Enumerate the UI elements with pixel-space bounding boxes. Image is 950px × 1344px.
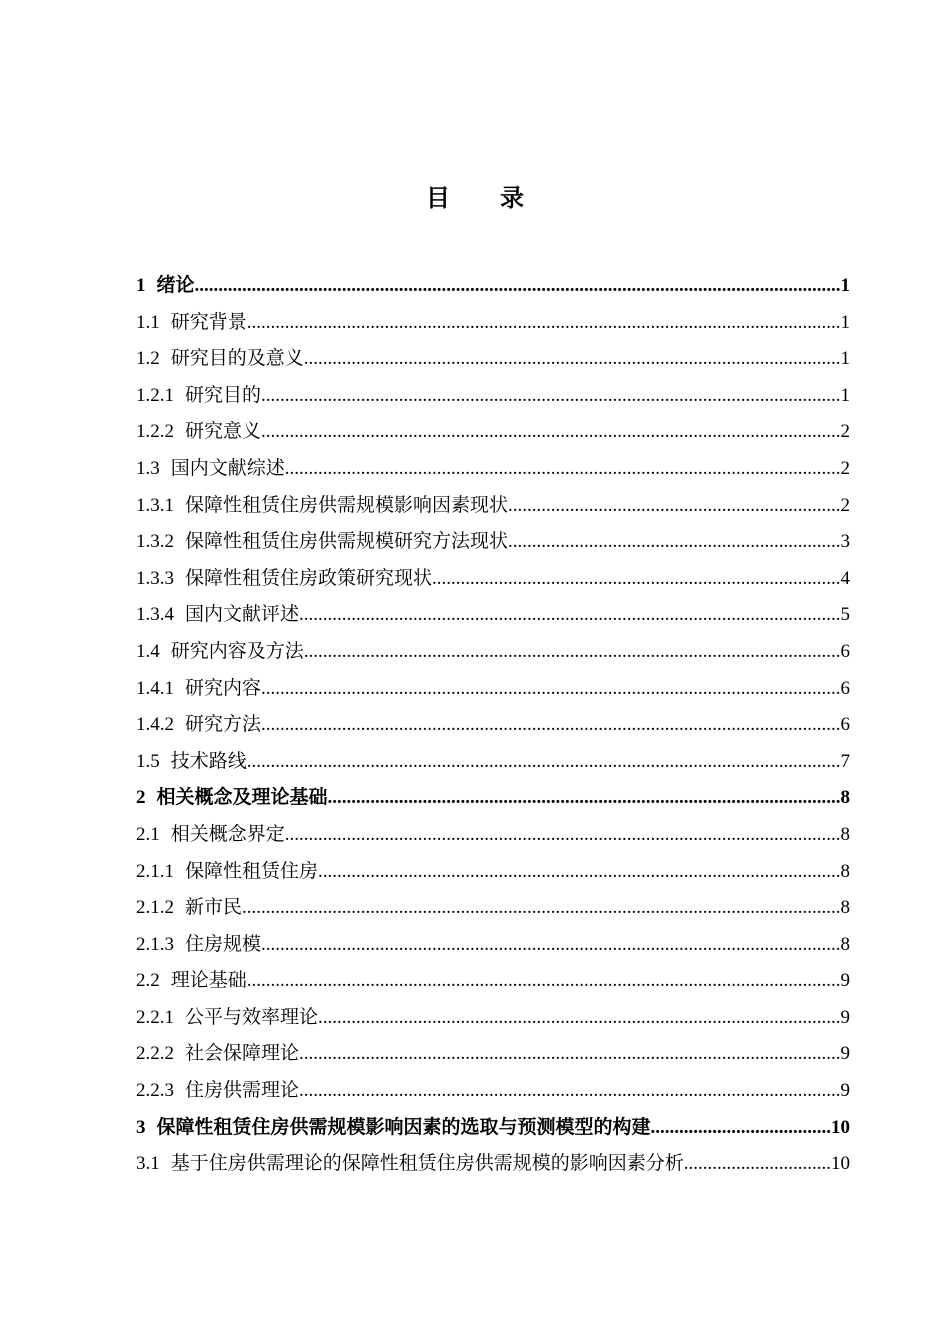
toc-entry-title: 相关概念及理论基础 xyxy=(156,787,328,809)
table-of-contents xyxy=(136,268,850,1183)
toc-leader-dots xyxy=(285,817,841,854)
toc-entry-number: 1.3 xyxy=(136,457,160,479)
toc-entry-page-number: 10 xyxy=(831,1153,850,1175)
toc-entry[interactable] xyxy=(136,963,850,1000)
toc-entry-number: 1.2.1 xyxy=(136,384,174,406)
toc-entry-page-number: 7 xyxy=(840,750,850,772)
toc-entry-page-number: 6 xyxy=(840,714,850,736)
toc-entry-number: 2.2 xyxy=(136,970,160,992)
toc-entry-title: 新市民 xyxy=(185,897,243,919)
toc-entry-number: 2.1.1 xyxy=(136,860,174,882)
toc-leader-dots xyxy=(299,597,840,634)
toc-entry-page-number: 2 xyxy=(840,421,850,443)
toc-entry-title: 绪论 xyxy=(156,275,195,296)
toc-entry-page-number: 9 xyxy=(840,1080,850,1102)
toc-entry[interactable] xyxy=(136,927,850,964)
toc-leader-dots xyxy=(247,744,841,781)
toc-entry-page-number: 10 xyxy=(831,1116,850,1138)
toc-entry[interactable] xyxy=(136,854,850,891)
toc-entry-number: 1.5 xyxy=(136,750,160,772)
toc-leader-dots xyxy=(261,378,840,415)
toc-entry[interactable] xyxy=(136,890,850,927)
toc-entry-title: 保障性租赁住房供需规模研究方法现状 xyxy=(185,531,509,553)
toc-entry-title: 研究目的及意义 xyxy=(170,348,304,370)
toc-leader-dots xyxy=(508,488,840,525)
toc-entry[interactable] xyxy=(136,451,850,488)
toc-entry-page-number: 8 xyxy=(840,860,850,882)
page-title: 目录 xyxy=(426,186,574,212)
toc-entry-title: 社会保障理论 xyxy=(185,1043,300,1065)
toc-leader-dots xyxy=(247,963,841,1000)
toc-leader-dots xyxy=(261,927,840,964)
toc-entry-page-number: 1 xyxy=(840,384,850,406)
toc-entry-number: 1.2 xyxy=(136,348,160,370)
toc-entry[interactable] xyxy=(136,1146,850,1183)
toc-leader-dots xyxy=(242,890,840,927)
toc-entry-title: 保障性租赁住房 xyxy=(185,860,319,882)
toc-leader-dots xyxy=(508,524,840,561)
toc-entry-title: 公平与效率理论 xyxy=(185,1006,319,1028)
toc-entry-number: 1.4 xyxy=(136,640,160,662)
toc-entry-page-number: 8 xyxy=(840,897,850,919)
toc-entry[interactable] xyxy=(136,744,850,781)
toc-entry[interactable] xyxy=(136,414,850,451)
toc-entry[interactable] xyxy=(136,561,850,598)
toc-entry-title: 研究内容及方法 xyxy=(170,640,304,662)
toc-entry-page-number: 4 xyxy=(840,567,850,589)
toc-entry-number: 3 xyxy=(136,1116,146,1138)
toc-entry-number: 1.3.3 xyxy=(136,567,174,589)
toc-leader-dots xyxy=(299,1036,840,1073)
toc-entry-page-number: 8 xyxy=(840,933,850,955)
toc-leader-dots xyxy=(684,1146,831,1183)
toc-leader-dots xyxy=(299,1073,840,1110)
toc-entry-number: 3.1 xyxy=(136,1153,160,1175)
toc-entry-number: 2.2.1 xyxy=(136,1006,174,1028)
toc-entry[interactable] xyxy=(136,524,850,561)
toc-entry-title: 保障性租赁住房政策研究现状 xyxy=(185,567,433,589)
toc-entry-title: 研究背景 xyxy=(170,311,247,333)
toc-entry-title: 研究意义 xyxy=(185,421,262,443)
toc-entry-page-number: 9 xyxy=(840,970,850,992)
toc-entry-number: 1.3.2 xyxy=(136,531,174,553)
toc-entry-number: 2.2.2 xyxy=(136,1043,174,1065)
toc-entry[interactable] xyxy=(136,305,850,342)
toc-entry-title: 技术路线 xyxy=(170,750,247,772)
toc-entry-title: 住房规模 xyxy=(185,933,262,955)
toc-entry[interactable] xyxy=(136,488,850,525)
toc-entry-title: 研究目的 xyxy=(185,384,262,406)
toc-entry-page-number: 9 xyxy=(840,1006,850,1028)
toc-entry[interactable] xyxy=(136,707,850,744)
toc-entry-title: 保障性租赁住房供需规模影响因素现状 xyxy=(185,494,509,516)
toc-leader-dots xyxy=(318,1000,840,1037)
toc-entry-page-number: 8 xyxy=(840,787,850,809)
toc-entry-number: 2 xyxy=(136,787,146,809)
toc-leader-dots xyxy=(261,414,840,451)
toc-leader-dots xyxy=(247,305,841,342)
toc-entry-number: 1 xyxy=(136,275,146,296)
toc-entry-title: 国内文献综述 xyxy=(170,457,285,479)
toc-entry[interactable] xyxy=(136,634,850,671)
toc-entry[interactable] xyxy=(136,341,850,378)
toc-leader-dots xyxy=(318,854,840,891)
toc-entry-page-number: 3 xyxy=(840,531,850,553)
toc-entry-page-number: 1 xyxy=(840,275,850,296)
toc-entry[interactable] xyxy=(136,597,850,634)
toc-entry-title: 住房供需理论 xyxy=(185,1080,300,1102)
toc-entry-page-number: 2 xyxy=(840,494,850,516)
toc-leader-dots xyxy=(261,707,840,744)
toc-entry-number: 2.2.3 xyxy=(136,1080,174,1102)
toc-entry[interactable] xyxy=(136,378,850,415)
toc-entry-title: 研究内容 xyxy=(185,677,262,699)
toc-entry-number: 1.4.1 xyxy=(136,677,174,699)
toc-entry-page-number: 2 xyxy=(840,457,850,479)
toc-entry[interactable] xyxy=(136,1110,850,1147)
toc-leader-dots xyxy=(651,1110,831,1147)
toc-entry-number: 1.3.1 xyxy=(136,494,174,516)
toc-entry-number: 1.2.2 xyxy=(136,421,174,443)
toc-leader-dots xyxy=(432,561,840,598)
toc-entry-page-number: 8 xyxy=(840,823,850,845)
toc-leader-dots xyxy=(304,634,841,671)
toc-entry-page-number: 1 xyxy=(840,348,850,370)
toc-entry-page-number: 6 xyxy=(840,677,850,699)
toc-entry[interactable] xyxy=(136,780,850,817)
toc-entry[interactable] xyxy=(136,671,850,708)
toc-entry-number: 1.4.2 xyxy=(136,714,174,736)
toc-entry[interactable] xyxy=(136,817,850,854)
toc-entry-number: 2.1.3 xyxy=(136,933,174,955)
toc-entry-page-number: 9 xyxy=(840,1043,850,1065)
toc-entry-title: 国内文献评述 xyxy=(185,604,300,626)
toc-entry-number: 2.1.2 xyxy=(136,897,174,919)
toc-leader-dots xyxy=(261,671,840,708)
toc-entry-title: 理论基础 xyxy=(170,970,247,992)
toc-entry-number: 2.1 xyxy=(136,823,160,845)
toc-leader-dots xyxy=(195,268,841,305)
toc-entry-page-number: 1 xyxy=(840,311,850,333)
toc-leader-dots xyxy=(328,780,841,817)
toc-leader-dots xyxy=(304,341,841,378)
toc-entry-page-number: 5 xyxy=(840,604,850,626)
toc-entry-number: 1.3.4 xyxy=(136,604,174,626)
toc-entry[interactable] xyxy=(136,1036,850,1073)
toc-leader-dots xyxy=(285,451,841,488)
toc-entry-number: 1.1 xyxy=(136,311,160,333)
toc-entry-page-number: 6 xyxy=(840,640,850,662)
toc-entry-title: 研究方法 xyxy=(185,714,262,736)
toc-entry[interactable] xyxy=(136,1073,850,1110)
toc-entry[interactable] xyxy=(136,1000,850,1037)
toc-entry-title: 保障性租赁住房供需规模影响因素的选取与预测模型的构建 xyxy=(156,1116,651,1138)
toc-entry[interactable] xyxy=(136,268,850,305)
toc-entry-title: 基于住房供需理论的保障性租赁住房供需规模的影响因素分析 xyxy=(170,1153,684,1175)
toc-entry-title: 相关概念界定 xyxy=(170,823,285,845)
